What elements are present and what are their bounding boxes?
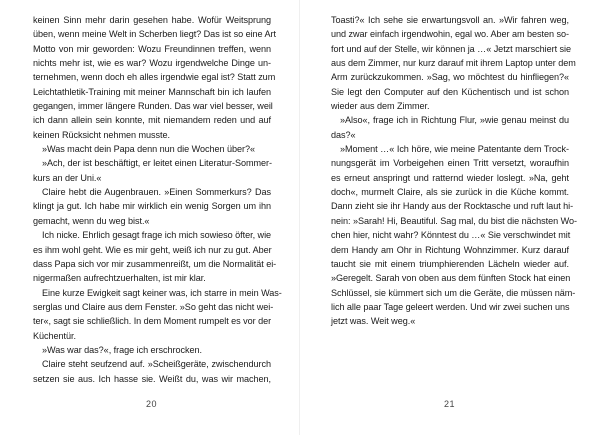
text-line: gegangen, immer längere Runden. Das war viel besser, weil: [33, 101, 273, 112]
text-line: ter«, sagt sie schließlich. In dem Moment rumpelt es vor der: [33, 316, 272, 327]
text-line: taucht sie mit einem triumphierenden Lächeln wieder auf.: [331, 258, 569, 269]
text-line: gemacht, wenn du weg bist.«: [33, 215, 150, 226]
text-line: das?«: [331, 129, 356, 140]
text-line: wieder aus dem Zimmer.: [331, 101, 430, 112]
text-line: Eine kurze Ewigkeit sagt keiner was, ich starre in mein Was-: [42, 287, 282, 298]
text-line: ternehmen, wenn doch eh alles irgendwie egal ist? Statt zum: [33, 72, 276, 83]
text-line: üben, wenn meine Welt in Scherben liegt? Das ist so eine Art: [33, 29, 277, 40]
text-line: »Ach, der ist beschäftigt, er leitet einen Literatur-Sommer-: [42, 158, 273, 169]
text-line: chen hier, nicht wahr? Könntest du …« Sie verschwindet mit: [331, 230, 571, 241]
text-line: Motto von mir geworden: Wozu Freundinnen treffen, wenn: [33, 43, 271, 54]
text-line: keinen Sinn mehr darin gesehen habe. Wofür Weitsprung: [33, 15, 271, 25]
text-line: keinen Rücksicht nehmen musste.: [33, 129, 170, 140]
text-line: doch«, murmelt Claire, als sie zurück in die Küche kommt.: [331, 187, 569, 198]
right-page-text: [331, 13, 577, 329]
text-line: nigermaßen aufrechtzuerhalten, ist mir klar.: [33, 273, 206, 284]
text-line: fort und auf der Stelle, wir können ja …« Jetzt marschiert sie: [331, 43, 572, 54]
text-line: »Also«, frage ich in Richtung Flur, »wie genau meinst du: [340, 115, 569, 126]
text-line: Claire hebt die Augenbrauen. »Einen Sommerkurs? Das: [42, 187, 271, 198]
text-line: aus dem Zimmer, nur kurz darauf mit ihrem Laptop unter dem: [331, 58, 576, 69]
text-line: Dann zieht sie ihr Handy aus der Rocktasche und ruft laut hi-: [331, 201, 574, 212]
text-line: Toasti?« Ich sehe sie erwartungsvoll an. »Wir fahren weg,: [331, 15, 569, 25]
text-line: »Moment …« Ich höre, wie meine Patentante dem Trock-: [340, 144, 569, 155]
text-line: serglas und Claire aus dem Fenster. »So geht das nicht wei-: [33, 301, 274, 312]
text-line: kurs an der Uni.«: [33, 172, 102, 183]
text-line: lich alle paar Tage geleert werden. Und wir zwei suchen uns: [331, 301, 570, 312]
text-line: ich dann allein sein konnte, mit niemandem reden und auf: [33, 115, 271, 126]
text-line: »Was macht dein Papa denn nun die Wochen über?«: [42, 144, 256, 155]
text-line: es erneut anspringt und ratternd wieder loslegt. »Na, geht: [331, 172, 569, 183]
text-line: Sie legt den Computer auf den Küchentisch und ist schon: [331, 86, 569, 97]
text-line: dass Papa sich vor mir zusammenreißt, um die Normalität ei-: [33, 258, 277, 269]
text-line: Küchentür.: [33, 330, 76, 341]
text-line: es ihm wohl geht. Wie es mir geht, weiß ich nur zu gut. Aber: [33, 244, 272, 255]
text-line: jetzt was. Weit weg.«: [331, 316, 416, 327]
text-line: »Geregelt. Sarah von oben aus dem fünften Stock hat einen: [331, 273, 571, 284]
left-page-text: [33, 13, 282, 386]
text-line: und zwar einfach irgendwohin, egal wo. Aber am besten so-: [331, 29, 569, 40]
text-line: nichts mehr ist, wie es war? Wozu irgendwelche Dinge un-: [33, 58, 271, 69]
text-line: Schlüssel, sie kümmert sich um die Geräte, die müssen näm-: [331, 287, 576, 298]
page-number-left: 20: [146, 399, 158, 409]
text-line: Arm zurückzukommen. »Sag, wo möchtest du hinfliegen?«: [331, 72, 569, 83]
text-line: nein: »Sarah! Hi, Beautiful. Sag mal, du bist die nächsten Wo-: [331, 215, 577, 226]
text-line: nungsgerät im Vorbeigehen einen Tritt versetzt, woraufhin: [331, 158, 569, 169]
text-line: Claire steht seufzend auf. »Scheißgeräte, zwischendurch: [42, 359, 271, 370]
page-number-right: 21: [444, 399, 456, 409]
text-line: »Was war das?«, frage ich erschrocken.: [42, 344, 203, 355]
text-line: dem Handy am Ohr in Richtung Wohnzimmer. Kurz darauf: [331, 244, 569, 255]
right-page: [300, 0, 600, 435]
text-line: Leichtathletik-Training mit meiner Mannschaft bin ich laufen: [33, 86, 271, 97]
text-line: Ich nicke. Ehrlich gesagt frage ich mich sowieso öfter, wie: [42, 230, 272, 241]
text-line: klingt ja gut. Ich habe mir wirklich ein wenig Sorgen um ihn: [33, 201, 271, 212]
text-line: setzen sie aus. Ich hasse sie. Weißt du, was wir machen,: [33, 373, 271, 384]
